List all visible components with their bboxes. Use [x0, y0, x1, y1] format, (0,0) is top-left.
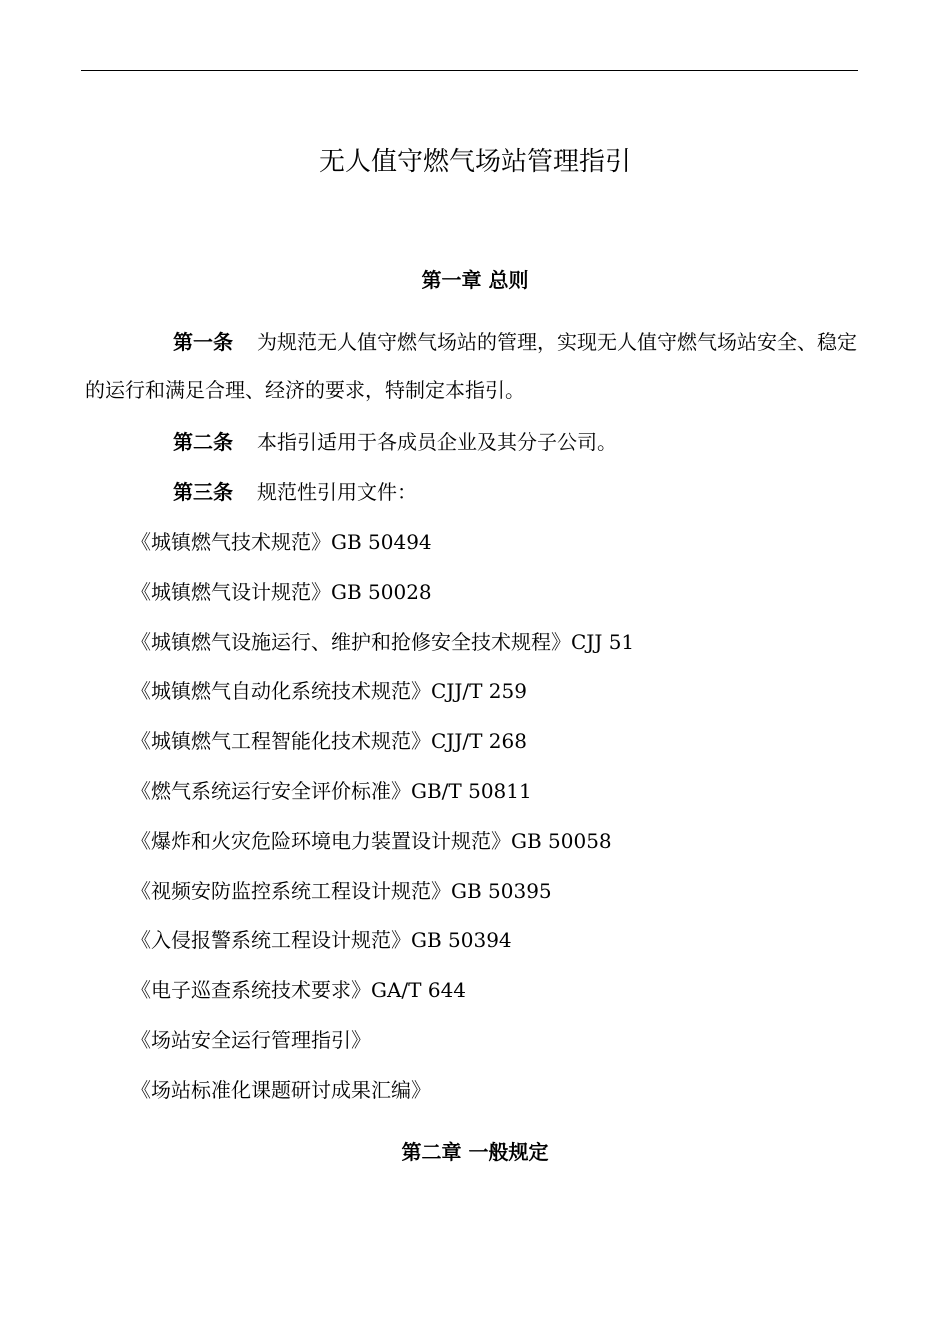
article-1-text: 为规范无人值守燃气场站的管理，实现无人值守燃气场站安全、稳定的运行和满足合理、经济的要求，特制定本指引。: [85, 330, 857, 402]
reference-item: 《视频安防监控系统工程设计规范》GB 50395: [131, 878, 552, 903]
reference-list: [131, 518, 634, 1116]
reference-item: 《城镇燃气设施运行、维护和抢修安全技术规程》CJJ 51: [131, 629, 635, 654]
chapter-1-heading: 第一章 总则: [421, 268, 529, 292]
reference-item: 《场站标准化课题研讨成果汇编》: [131, 1077, 431, 1102]
reference-item: 《场站安全运行管理指引》: [131, 1027, 371, 1052]
chapter-2-heading: 第二章 一般规定: [401, 1140, 549, 1164]
article-2-number: 第二条: [173, 430, 233, 454]
reference-item: 《城镇燃气工程智能化技术规范》CJJ/T 268: [131, 729, 527, 754]
reference-item: 《城镇燃气设计规范》GB 50028: [131, 579, 432, 604]
reference-item: 《电子巡查系统技术要求》GA/T 644: [131, 978, 467, 1003]
article-2-text: 本指引适用于各成员企业及其分子公司。: [257, 430, 617, 454]
reference-item: 《燃气系统运行安全评价标准》GB/T 50811: [131, 778, 532, 803]
header-rule: [81, 70, 858, 71]
reference-item: 《城镇燃气技术规范》GB 50494: [131, 530, 432, 554]
article-1: [85, 318, 860, 414]
reference-item: 《爆炸和火灾危险环境电力装置设计规范》GB 50058: [131, 828, 612, 853]
reference-item: 《入侵报警系统工程设计规范》GB 50394: [131, 928, 512, 953]
article-3-text: 规范性引用文件：: [257, 480, 417, 504]
article-1-number: 第一条: [173, 330, 233, 354]
article-3: [85, 468, 860, 516]
document-title: 无人值守燃气场站管理指引: [318, 147, 631, 177]
reference-item: 《城镇燃气自动化系统技术规范》CJJ/T 259: [131, 679, 527, 704]
article-3-number: 第三条: [173, 480, 233, 504]
article-2: [85, 418, 860, 466]
